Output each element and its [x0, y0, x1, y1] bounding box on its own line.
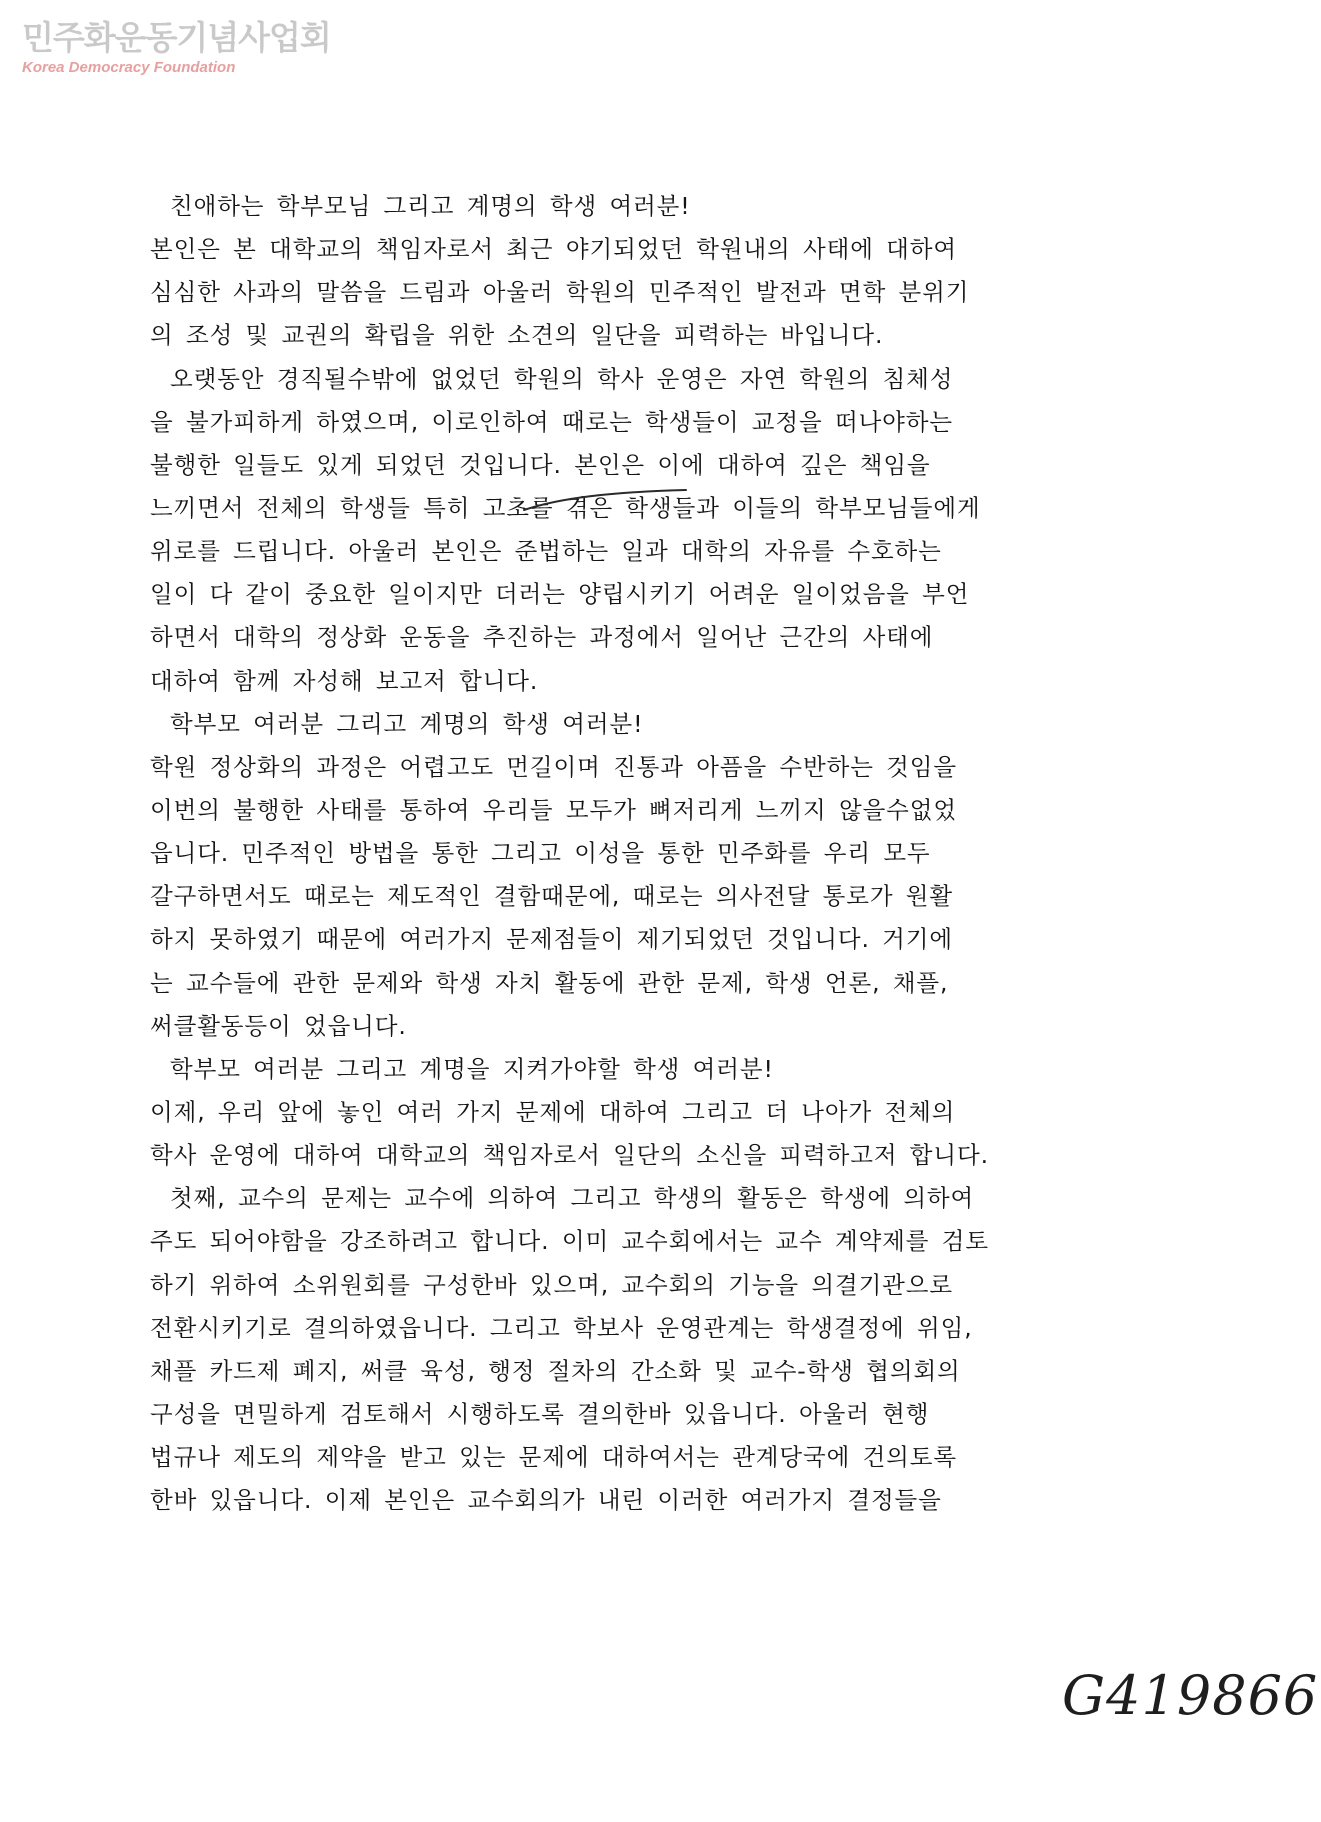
- letter-line: 학부모 여러분 그리고 계명을 지켜가야할 학생 여러분!: [170, 1054, 774, 1083]
- letter-line: 을 불가피하게 하였으며, 이로인하여 때로는 학생들이 교정을 떠나야하는: [150, 407, 953, 436]
- letter-line: 오랫동안 경직될수밖에 없었던 학원의 학사 운영은 자연 학원의 침체성: [170, 364, 954, 393]
- letter-line: 갈구하면서도 때로는 제도적인 결함때문에, 때로는 의사전달 통로가 원활: [150, 882, 953, 911]
- foundation-watermark: [22, 18, 331, 77]
- letter-line: 써클활동등이 었읍니다.: [150, 1011, 407, 1040]
- letter-line: 이번의 불행한 사태를 통하여 우리들 모두가 뼈저리게 느끼지 않을수없었: [150, 795, 957, 824]
- letter-line: 위로를 드립니다. 아울러 본인은 준법하는 일과 대학의 자유를 수호하는: [150, 537, 942, 566]
- letter-line: 전환시키기로 결의하였읍니다. 그리고 학보사 운영관계는 학생결정에 위임,: [150, 1313, 973, 1342]
- letter-line: 불행한 일들도 있게 되었던 것입니다. 본인은 이에 대하여 깊은 책임을: [150, 450, 931, 479]
- letter-line: 학원 정상화의 과정은 어렵고도 먼길이며 진통과 아픔을 수반하는 것임을: [150, 752, 957, 781]
- letter-line: 친애하는 학부모님 그리고 계명의 학생 여러분!: [170, 192, 691, 220]
- letter-body: [150, 185, 1210, 1522]
- letter-line: 는 교수들에 관한 문제와 학생 자치 활동에 관한 문제, 학생 언론, 채플,: [150, 968, 949, 997]
- letter-line: 느끼면서 전체의 학생들 특히 고초를 겪은 학생들과 이들의 학부모님들에게: [150, 493, 981, 522]
- letter-line: 읍니다. 민주적인 방법을 통한 그리고 이성을 통한 민주화를 우리 모두: [150, 839, 931, 868]
- letter-line: 학부모 여러분 그리고 계명의 학생 여러분!: [170, 709, 644, 738]
- letter-line: 한바 있읍니다. 이제 본인은 교수회의가 내린 이러한 여러가지 결정들을: [150, 1486, 942, 1515]
- letter-line: 대하여 함께 자성해 보고저 합니다.: [150, 666, 539, 695]
- letter-line: 일이 다 같이 중요한 일이지만 더러는 양립시키기 어려운 일이었음을 부언: [150, 580, 970, 609]
- letter-line: 법규나 제도의 제약을 받고 있는 문제에 대하여서는 관계당국에 건의토록: [150, 1443, 957, 1472]
- letter-line: 채플 카드제 폐지, 써클 육성, 행정 절차의 간소화 및 교수-학생 협의회의: [150, 1356, 961, 1385]
- handwritten-reference-number: G419866: [1062, 1664, 1319, 1727]
- handwritten-pen-stroke: [520, 484, 690, 514]
- letter-line: 심심한 사과의 말씀을 드림과 아울러 학원의 민주적인 발전과 면학 분위기: [150, 278, 970, 307]
- letter-line: 첫째, 교수의 문제는 교수에 의하여 그리고 학생의 활동은 학생에 의하여: [170, 1184, 975, 1213]
- letter-line: 하기 위하여 소위원회를 구성한바 있으며, 교수회의 기능을 의결기관으로: [150, 1270, 953, 1299]
- watermark-korean: 민주화운동기념사업회: [22, 18, 331, 57]
- letter-line: 주도 되어야함을 강조하려고 합니다. 이미 교수회에서는 교수 계약제를 검토: [150, 1227, 989, 1256]
- letter-line: 이제, 우리 앞에 놓인 여러 가지 문제에 대하여 그리고 더 나아가 전체의: [150, 1097, 956, 1126]
- letter-line: 본인은 본 대학교의 책임자로서 최근 야기되었던 학원내의 사태에 대하여: [150, 235, 957, 264]
- letter-line: 학사 운영에 대하여 대학교의 책임자로서 일단의 소신을 피력하고저 합니다.: [150, 1141, 989, 1170]
- letter-line: 하면서 대학의 정상화 운동을 추진하는 과정에서 일어난 근간의 사태에: [150, 623, 934, 652]
- letter-line: 의 조성 및 교권의 확립을 위한 소견의 일단을 피력하는 바입니다.: [150, 321, 884, 350]
- letter-line: 하지 못하였기 때문에 여러가지 문제점들이 제기되었던 것입니다. 거기에: [150, 925, 953, 954]
- watermark-english: Korea Democracy Foundation: [22, 59, 236, 76]
- letter-line: 구성을 면밀하게 검토해서 시행하도록 결의한바 있읍니다. 아울러 현행: [150, 1399, 930, 1428]
